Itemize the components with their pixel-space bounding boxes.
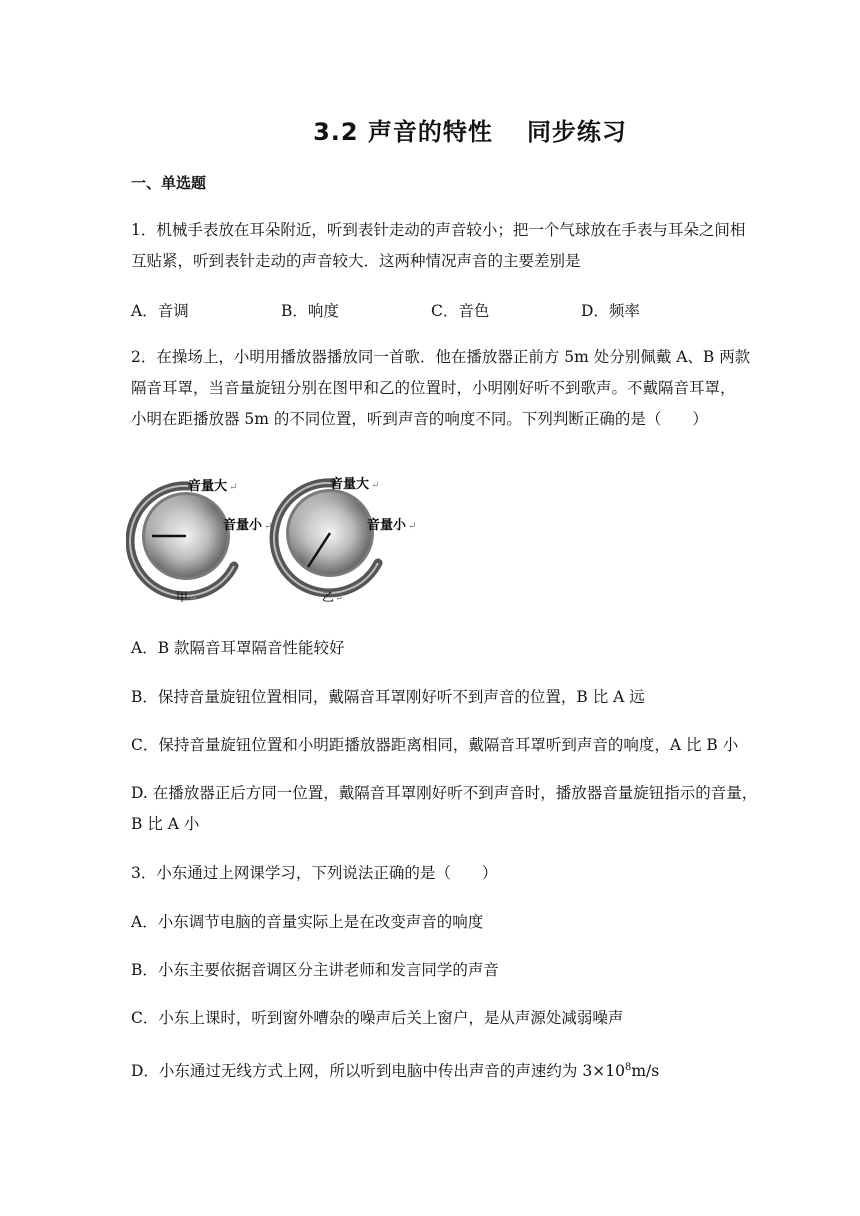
svg-text:↵: ↵ — [408, 521, 417, 532]
page-title: 3.2 声音的特性 同步练习 — [313, 118, 627, 146]
svg-text:↵: ↵ — [189, 593, 198, 604]
question-2-stem: 2．在操场上，小明用播放器播放同一首歌．他在播放器正前方 5m 处分别佩戴 A、B 两款 隔音耳罩，当音量旋钮分别在图甲和乙的位置时，小明刚好听不到歌声。不戴隔音耳罩， 小明在距播放器 5m 的不同位置，听到声音的响度不同。下列判断正确的是（ ） — [131, 348, 751, 428]
question-3-option-c: C．小东上课时，听到窗外嘈杂的噪声后关上窗户，是从声源处减弱噪声 — [131, 1009, 624, 1027]
label-max-yi: 音量大 — [330, 477, 370, 492]
question-2-option-c: C．保持音量旋钮位置和小明距播放器距离相同，戴隔音耳罩听到声音的响度，A 比 B 小 — [131, 736, 739, 754]
caption-jia: 甲 — [176, 590, 189, 604]
question-3-stem: 3．小东通过上网课学习，下列说法正确的是（ ） — [131, 864, 498, 882]
question-1-stem: 1．机械手表放在耳朵附近，听到表针走动的声音较小；把一个气球放在手表与耳朵之间相 互贴紧，听到表针走动的声音较大．这两种情况声音的主要差别是 — [131, 221, 746, 270]
question-3-option-d: D．小东通过无线方式上网，所以听到电脑中传出声音的声速约为 $3\times 10^8m/s$ — [131, 1062, 660, 1081]
knob-yi — [274, 476, 416, 604]
label-max-jia: 音量大 — [188, 479, 228, 494]
label-min-jia: 音量小 — [223, 518, 263, 533]
svg-text:↵: ↵ — [264, 521, 273, 532]
label-min-yi: 音量小 — [367, 518, 407, 533]
caption-yi: 乙 — [322, 590, 335, 604]
option-c: C．音色 — [431, 302, 490, 320]
question-2-option-d: D. 在播放器正后方同一位置，戴隔音耳罩刚好听不到声音时，播放器音量旋钮指示的音量， B 比 A 小 — [131, 784, 758, 833]
svg-text:↵: ↵ — [371, 480, 380, 491]
volume-knobs-figure — [126, 468, 426, 613]
svg-text:↵: ↵ — [335, 593, 344, 604]
question-3-option-b: B．小东主要依据音调区分主讲老师和发言同学的声音 — [131, 961, 499, 979]
section-heading: 一、单选题 — [131, 174, 207, 192]
knob-jia — [130, 478, 272, 604]
svg-text:↵: ↵ — [229, 482, 238, 493]
question-2-option-a: A．B 款隔音耳罩隔音性能较好 — [131, 639, 345, 657]
option-b: B．响度 — [281, 302, 339, 320]
option-d: D．频率 — [581, 302, 640, 320]
question-2-option-b: B．保持音量旋钮位置相同，戴隔音耳罩刚好听不到声音的位置，B 比 A 远 — [131, 688, 645, 706]
question-3-option-a: A．小东调节电脑的音量实际上是在改变声音的响度 — [131, 913, 484, 931]
option-a: A．音调 — [131, 302, 189, 320]
